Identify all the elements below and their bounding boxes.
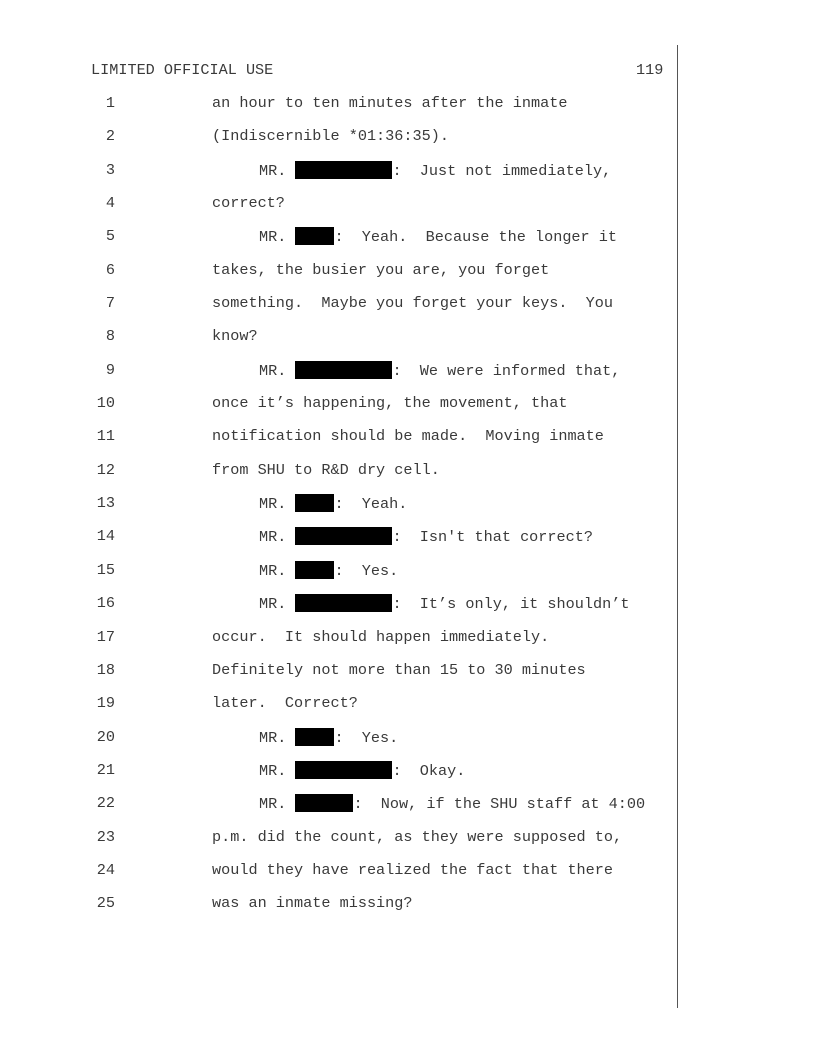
redaction-block <box>295 728 334 746</box>
line-text: from SHU to R&D dry cell. <box>212 460 440 479</box>
transcript-line <box>0 361 816 394</box>
line-text: (Indiscernible *01:36:35). <box>212 127 449 146</box>
redaction-block <box>295 161 392 179</box>
transcript-line <box>0 327 816 360</box>
speaker-title: MR. <box>259 795 287 814</box>
line-text: : Now, if the SHU staff at 4:00 <box>353 795 646 814</box>
speaker-line <box>259 161 611 180</box>
transcript-line <box>0 294 816 327</box>
transcript-line <box>0 161 816 194</box>
line-text: : Yes. <box>334 728 399 747</box>
speaker-line <box>259 527 593 546</box>
line-text: : We were informed that, <box>392 361 621 380</box>
line-text: later. Correct? <box>212 694 358 713</box>
line-text: : Just not immediately, <box>392 161 612 180</box>
line-text: Definitely not more than 15 to 30 minutes <box>212 660 586 679</box>
line-text: : Okay. <box>392 761 466 780</box>
transcript-line <box>0 394 816 427</box>
line-number: 9 <box>105 360 115 379</box>
transcript-line <box>0 728 816 761</box>
transcript-line <box>0 461 816 494</box>
speaker-title: MR. <box>259 228 287 247</box>
speaker-title: MR. <box>259 161 287 180</box>
redaction-block <box>295 527 392 545</box>
redaction-block <box>295 361 392 379</box>
line-number: 17 <box>96 627 115 646</box>
transcript-line <box>0 494 816 527</box>
transcript-line <box>0 794 816 827</box>
line-number: 25 <box>96 894 115 913</box>
line-number: 22 <box>96 794 115 813</box>
redaction-block <box>295 594 392 612</box>
line-text: once it’s happening, the movement, that <box>212 394 568 413</box>
transcript-line <box>0 561 816 594</box>
line-number: 7 <box>105 294 115 313</box>
speaker-line <box>259 494 407 513</box>
redaction-block <box>295 561 334 579</box>
redaction-block <box>295 794 353 812</box>
transcript-body <box>0 94 816 928</box>
page-number: 119 <box>636 61 664 79</box>
speaker-line <box>259 594 629 613</box>
transcript-line <box>0 261 816 294</box>
transcript-line <box>0 894 816 927</box>
line-text: an hour to ten minutes after the inmate <box>212 94 568 112</box>
speaker-line <box>259 794 645 813</box>
transcript-line <box>0 694 816 727</box>
line-text: : Yeah. Because the longer it <box>334 228 618 247</box>
transcript-line <box>0 94 816 127</box>
line-number: 1 <box>105 94 115 112</box>
speaker-line <box>259 761 465 780</box>
line-number: 24 <box>96 860 115 879</box>
speaker-line <box>259 728 398 747</box>
transcript-line <box>0 661 816 694</box>
line-number: 23 <box>96 827 115 846</box>
speaker-line <box>259 227 617 246</box>
line-number: 2 <box>105 127 115 146</box>
line-number: 10 <box>96 394 115 413</box>
speaker-line <box>259 561 398 580</box>
line-text: correct? <box>212 194 285 213</box>
speaker-line <box>259 361 620 380</box>
line-number: 15 <box>96 560 115 579</box>
line-number: 12 <box>96 460 115 479</box>
line-text: was an inmate missing? <box>212 894 413 913</box>
line-number: 19 <box>96 694 115 713</box>
redaction-block <box>295 227 334 245</box>
redaction-block <box>295 761 392 779</box>
speaker-title: MR. <box>259 561 287 580</box>
line-text: : Yeah. <box>334 495 408 514</box>
line-number: 3 <box>105 160 115 179</box>
transcript-line <box>0 761 816 794</box>
speaker-title: MR. <box>259 761 287 780</box>
speaker-title: MR. <box>259 528 287 547</box>
line-text: something. Maybe you forget your keys. You <box>212 294 614 313</box>
line-number: 4 <box>105 194 115 213</box>
line-text: would they have realized the fact that there <box>212 860 614 879</box>
redaction-block <box>295 494 334 512</box>
page-header-classification: LIMITED OFFICIAL USE <box>91 61 274 79</box>
line-number: 8 <box>105 327 115 346</box>
line-number: 20 <box>96 727 115 746</box>
line-text: occur. It should happen immediately. <box>212 627 550 646</box>
speaker-title: MR. <box>259 595 287 614</box>
line-text: : It’s only, it shouldn’t <box>392 595 630 614</box>
line-number: 11 <box>96 427 115 446</box>
transcript-line <box>0 427 816 460</box>
line-text: know? <box>212 327 258 346</box>
transcript-line <box>0 828 816 861</box>
transcript-line <box>0 227 816 260</box>
line-number: 21 <box>96 760 115 779</box>
transcript-line <box>0 594 816 627</box>
line-number: 6 <box>105 260 115 279</box>
line-text: takes, the busier you are, you forget <box>212 260 550 279</box>
line-number: 16 <box>96 594 115 613</box>
line-number: 5 <box>105 227 115 246</box>
line-number: 13 <box>96 494 115 513</box>
line-number: 18 <box>96 660 115 679</box>
line-text: p.m. did the count, as they were supposed to, <box>212 827 623 846</box>
speaker-title: MR. <box>259 728 287 747</box>
line-text: : Isn't that correct? <box>392 528 593 547</box>
transcript-line <box>0 861 816 894</box>
transcript-line <box>0 628 816 661</box>
transcript-line <box>0 194 816 227</box>
line-number: 14 <box>96 527 115 546</box>
speaker-title: MR. <box>259 361 287 380</box>
line-text: : Yes. <box>334 561 399 580</box>
speaker-title: MR. <box>259 495 287 514</box>
line-text: notification should be made. Moving inmate <box>212 427 604 446</box>
transcript-line <box>0 127 816 160</box>
transcript-line <box>0 527 816 560</box>
